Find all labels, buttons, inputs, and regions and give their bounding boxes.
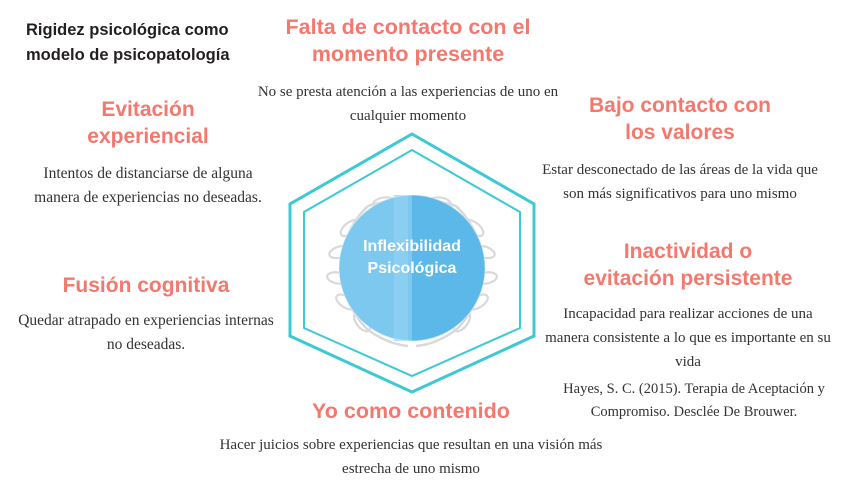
page-title: Rigidez psicológica como modelo de psicopatología [26, 21, 230, 64]
bajo-body: Estar desconectado de las áreas de la vida que son más significativos para uno mismo [542, 162, 818, 202]
bajo-heading [530, 92, 830, 146]
center-label-line2: Psicológica [367, 260, 457, 277]
evitacion-heading-line2: experiencial [87, 125, 209, 148]
center-label-line1: Inflexibilidad [363, 238, 461, 255]
inactividad-heading-line1: Inactividad o [623, 240, 753, 263]
block-inactividad-evitacion [540, 238, 836, 374]
block-falta-de-contacto [250, 14, 566, 128]
yo-heading: Yo como contenido [312, 399, 510, 423]
block-fusion-cognitiva [16, 272, 276, 357]
central-diagram-graphic [272, 128, 552, 398]
bajo-heading-line1: Bajo contacto con [588, 94, 772, 117]
block-evitacion-experiencial [20, 96, 276, 210]
falta-heading-line1: Falta de contacto con el [285, 15, 531, 39]
circle-icon [339, 195, 485, 341]
falta-body: No se presta atención a las experiencias de uno en cualquier momento [257, 84, 559, 124]
block-yo-como-contenido [218, 398, 604, 481]
inactividad-heading [540, 238, 836, 292]
fusion-heading: Fusión cognitiva [62, 274, 230, 297]
falta-heading-line2: momento presente [311, 42, 505, 66]
evitacion-heading [20, 96, 276, 150]
inactividad-heading-line2: evitación persistente [583, 267, 793, 290]
evitacion-body: Intentos de distanciarse de alguna manera de experiencias no deseadas. [34, 165, 262, 206]
evitacion-heading-line1: Evitación [101, 98, 195, 121]
citation-text: Hayes, S. C. (2015). Terapia de Aceptación y Compromiso. Desclée De Brouwer. [563, 381, 825, 420]
block-bajo-contacto-valores [530, 92, 830, 206]
bajo-heading-line2: los valores [625, 121, 735, 144]
fusion-body: Quedar atrapado en experiencias internas no deseadas. [18, 312, 274, 353]
yo-body: Hacer juicios sobre experiencias que resultan en una visión más estrecha de uno mismo [219, 437, 603, 477]
inactividad-body: Incapacidad para realizar acciones de una manera consistente a lo que es importante en su vida [545, 306, 831, 370]
falta-heading [250, 14, 566, 68]
